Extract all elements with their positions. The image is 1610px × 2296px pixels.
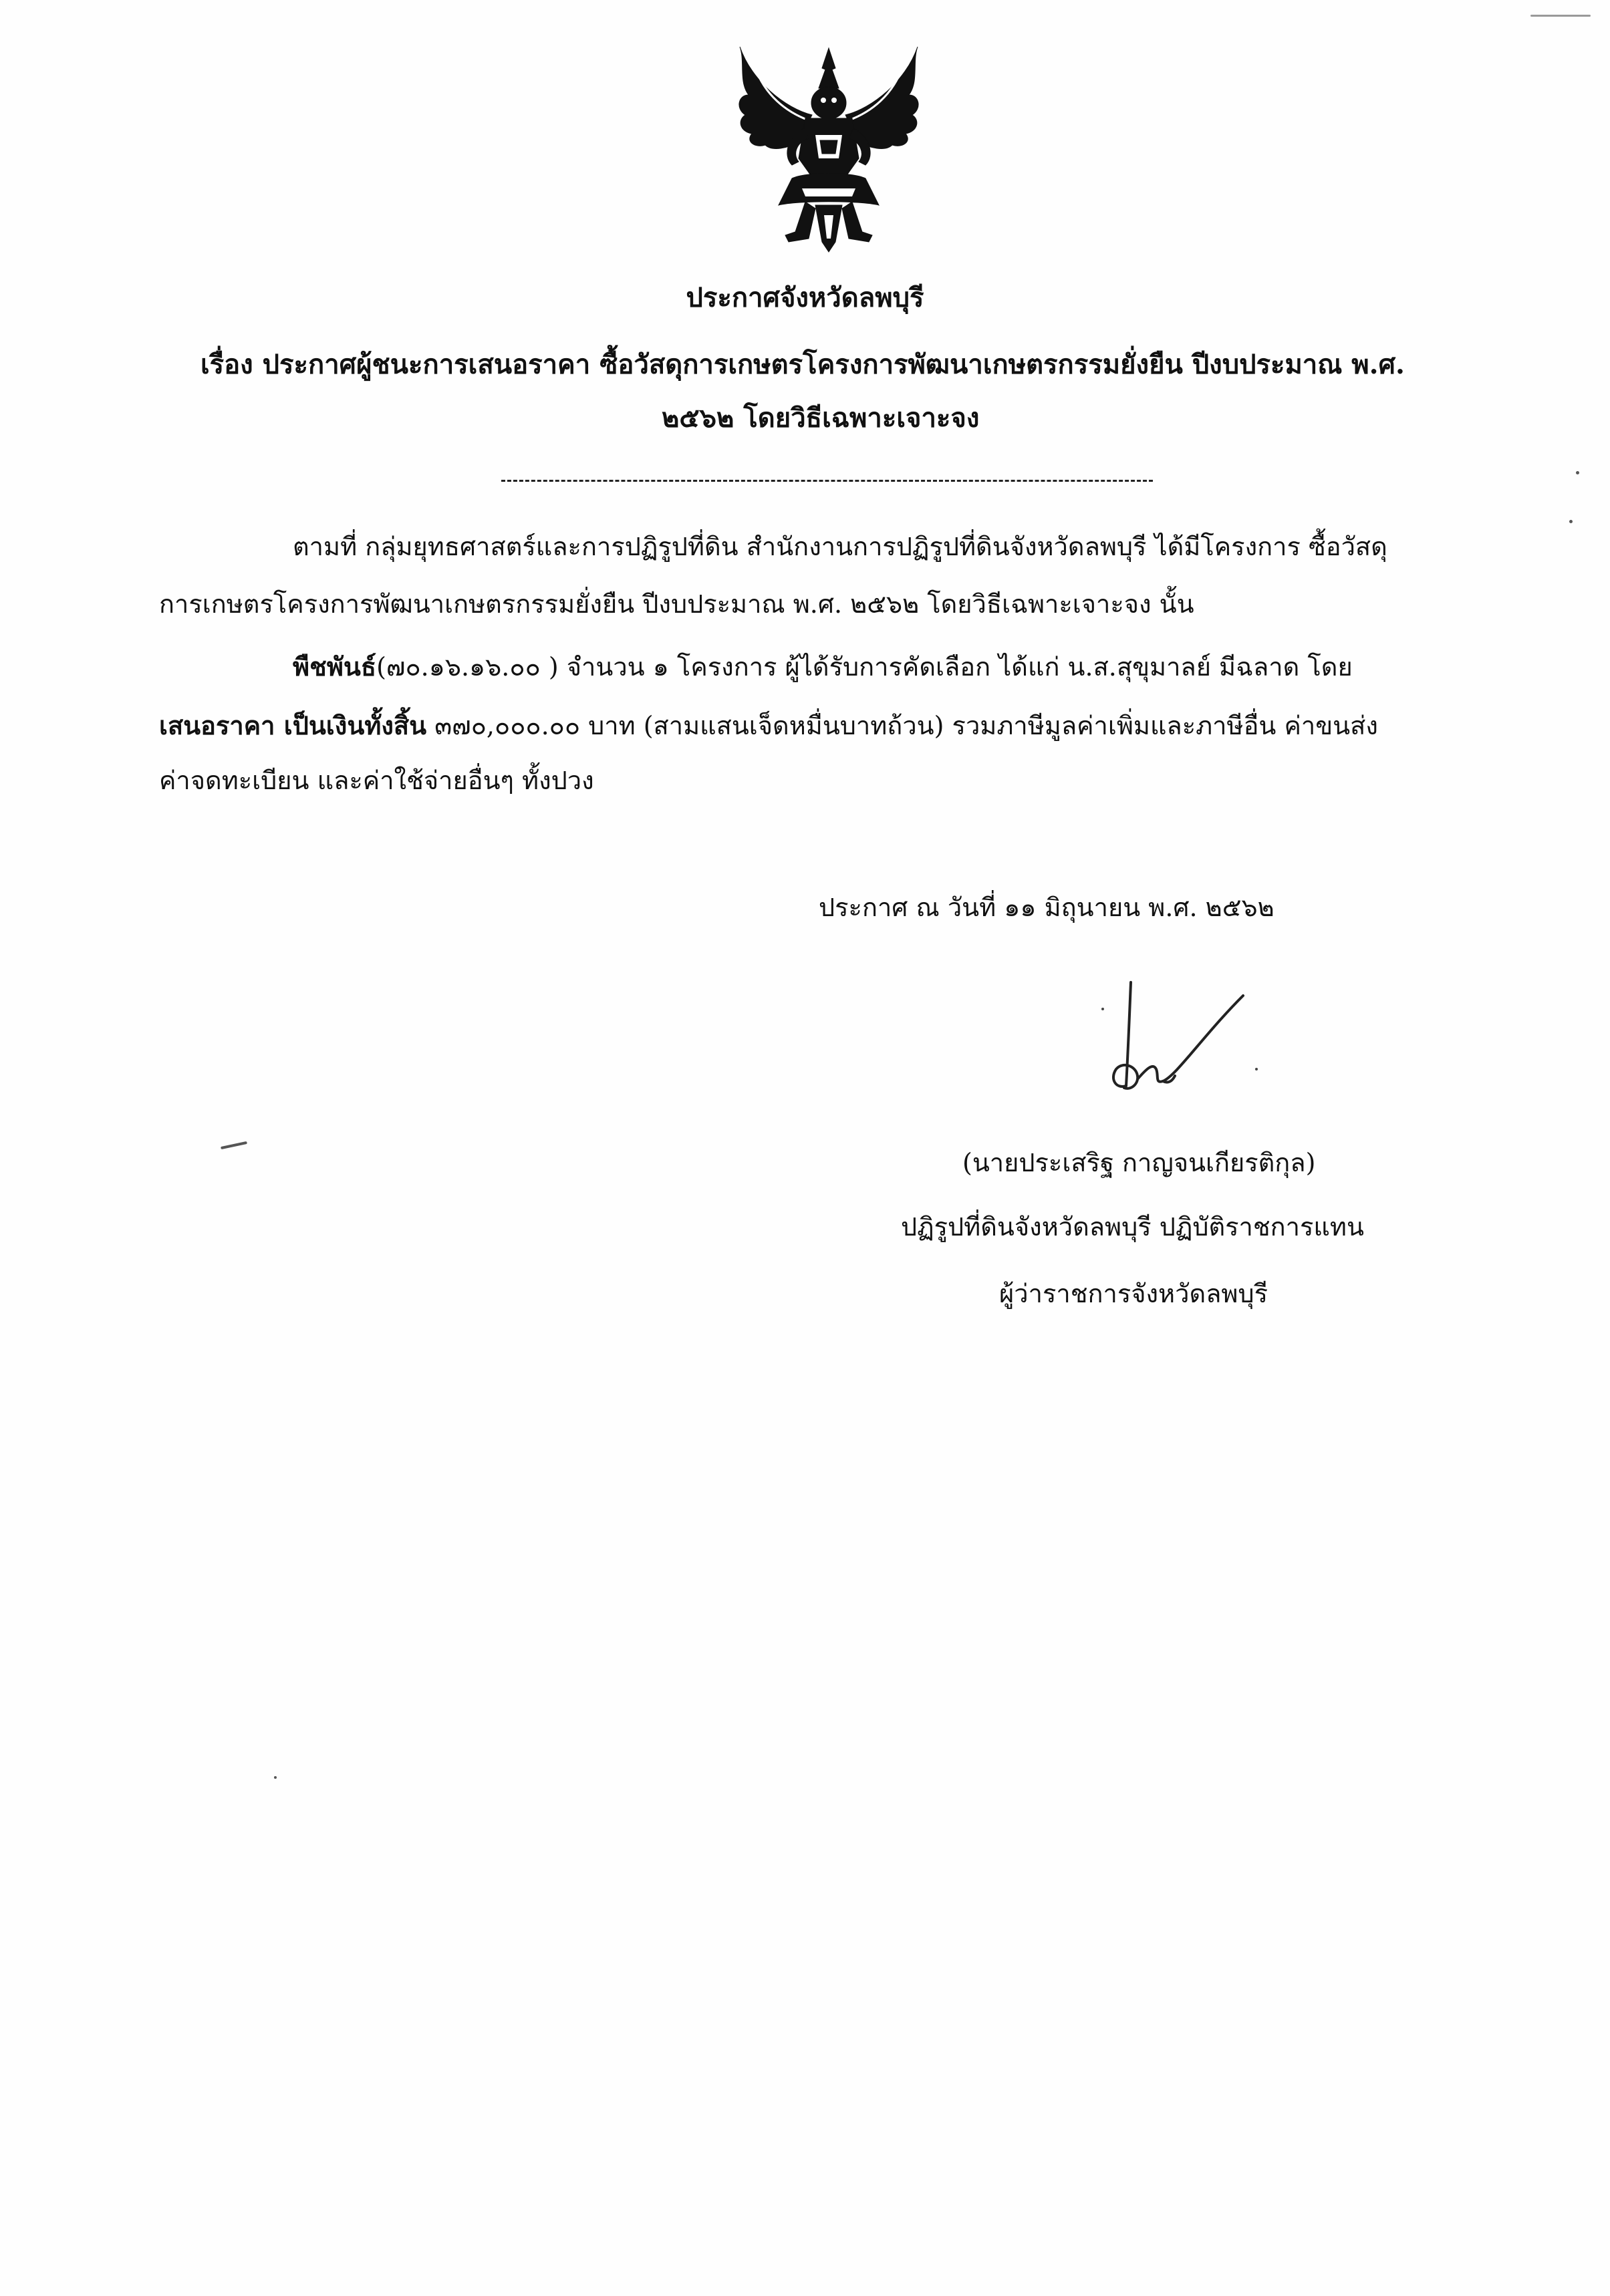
paragraph-2-line-2 — [159, 707, 1378, 744]
scan-speck — [1576, 471, 1579, 474]
paragraph-2-line-3: ค่าจดทะเบียน และค่าใช้จ่ายอื่นๆ ทั้งปวง — [159, 766, 594, 795]
dashed-divider — [501, 480, 1153, 482]
announcement-date: ประกาศ ณ วันที่ ๑๑ มิถุนายน พ.ศ. ๒๕๖๒ — [819, 893, 1274, 922]
signer-position-2: ผู้ว่าราชการจังหวัดลพบุรี — [999, 1279, 1268, 1308]
garuda-emblem-icon — [725, 41, 932, 255]
announcement-title: ประกาศจังหวัดลพบุรี — [686, 282, 924, 313]
scan-speck — [1569, 520, 1573, 523]
scan-speck — [221, 1141, 247, 1149]
signature-icon — [1089, 969, 1270, 1123]
item-name: พืชพันธ์ — [293, 652, 377, 682]
signer-position-1: ปฏิรูปที่ดินจังหวัดลพบุรี ปฏิบัติราชการแทน — [901, 1212, 1364, 1242]
scan-speck — [274, 1776, 277, 1779]
paragraph-2-line-2-text: ๓๗๐,๐๐๐.๐๐ บาท (สามแสนเจ็ดหมื่นบาทถ้วน) รวมภาษีมูลค่าเพิ่มและภาษีอื่น ค่าขนส่ง — [426, 711, 1378, 740]
paragraph-1-line-1: ตามที่ กลุ่มยุทธศาสตร์และการปฏิรูปที่ดิน สำนักงานการปฏิรูปที่ดินจังหวัดลพบุรี ได้มีโครงการ ซื้อวัสดุ — [293, 532, 1387, 561]
offer-label: เสนอราคา เป็นเงินทั้งสิ้น — [159, 710, 427, 740]
paragraph-1-line-2: การเกษตรโครงการพัฒนาเกษตรกรรมยั่งยืน ปีงบประมาณ พ.ศ. ๒๕๖๒ โดยวิธีเฉพาะเจาะจง นั้น — [159, 589, 1194, 619]
subject-line-1: เรื่อง ประกาศผู้ชนะการเสนอราคา ซื้อวัสดุการเกษตรโครงการพัฒนาเกษตรกรรมยั่งยืน ปีงบประมาณ พ.ศ. — [200, 349, 1405, 380]
subject-line-2: ๒๕๖๒ โดยวิธีเฉพาะเจาะจง — [662, 402, 980, 434]
scan-speck — [1530, 15, 1591, 17]
paragraph-2-line-1-text: (๗๐.๑๖.๑๖.๐๐ ) จำนวน ๑ โครงการ ผู้ได้รับการคัดเลือก ได้แก่ น.ส.สุขุมาลย์ มีฉลาด โดย — [376, 652, 1353, 682]
paragraph-2-line-1 — [293, 648, 1353, 686]
signer-name: (นายประเสริฐ กาญจนเกียรติกุล) — [962, 1148, 1316, 1177]
